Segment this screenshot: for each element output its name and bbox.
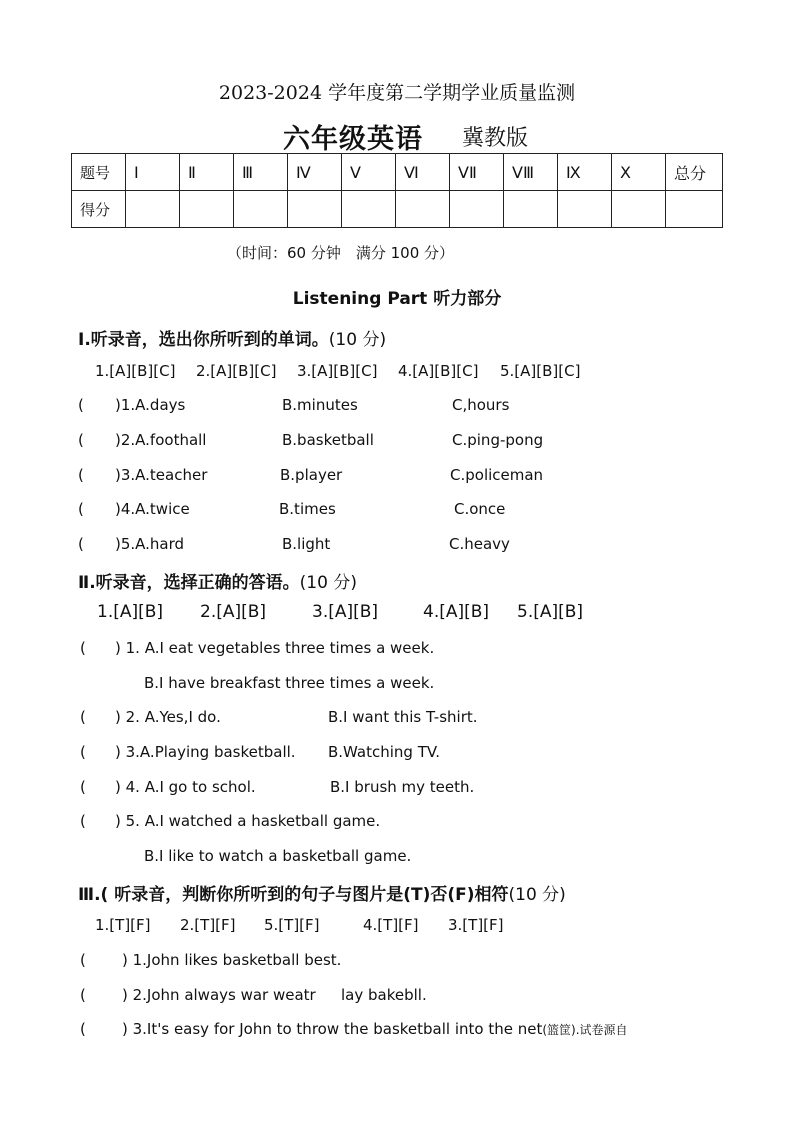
answer-paren[interactable]: ( [80, 743, 86, 761]
answer-bar-item[interactable]: 1.[T][F] [95, 916, 151, 934]
statement-tail: lay bakebll. [341, 986, 427, 1004]
answer-paren[interactable]: ( [80, 708, 86, 726]
score-input-cell[interactable] [558, 191, 612, 228]
answer-paren[interactable]: ( [78, 535, 84, 553]
question-option-a: ) 4. A.I go to schol. [115, 778, 256, 796]
answer-bar-item[interactable]: 3.[T][F] [448, 916, 504, 934]
section-title-text: I.听录音，选出你所听到的单词。 [78, 330, 329, 350]
answer-paren[interactable]: ( [78, 500, 84, 518]
answer-bar-item[interactable]: 3.[A][B] [312, 602, 379, 622]
exam-main-title: 六年级英语 [283, 124, 423, 155]
question-option-a: )2.A.foothall [115, 431, 207, 449]
score-cell: Ⅱ [180, 154, 234, 191]
score-table-score-row [72, 191, 723, 228]
question-option-a: )4.A.twice [115, 500, 190, 518]
answer-paren[interactable]: ( [78, 396, 84, 414]
question-option-a: ) 5. A.I watched a hasketball game. [115, 812, 381, 830]
score-cell: Ⅲ [234, 154, 288, 191]
answer-bar-item[interactable]: 1.[A][B] [97, 602, 164, 622]
section-title-text: Ⅲ.( 听录音，判断你所听到的句子与图片是(T)否(F)相符 [78, 885, 509, 905]
section-2-title [78, 568, 357, 593]
answer-bar-item[interactable]: 2.[A][B][C] [196, 362, 277, 380]
section-1-title [78, 325, 386, 350]
score-input-cell[interactable] [450, 191, 504, 228]
question-option-b: B.I have breakfast three times a week. [144, 674, 435, 692]
question-option-b: B.minutes [282, 396, 358, 414]
question-option-a: ) 1. A.I eat vegetables three times a week. [115, 639, 435, 657]
answer-bar-item[interactable]: 2.[A][B] [200, 602, 267, 622]
score-cell: Ⅹ [612, 154, 666, 191]
question-option-c: C,hours [452, 396, 510, 414]
question-option-a: )3.A.teacher [115, 466, 208, 484]
question-option-b: B.I brush my teeth. [330, 778, 475, 796]
answer-bar-item[interactable]: 2.[T][F] [180, 916, 236, 934]
answer-paren[interactable]: ( [80, 986, 86, 1004]
section-3-title [78, 880, 566, 905]
question-option-b: B.light [282, 535, 331, 553]
question-option-b: B.Watching TV. [328, 743, 440, 761]
answer-paren[interactable]: ( [80, 778, 86, 796]
question-option-c: C.heavy [449, 535, 510, 553]
question-option-b: B.I like to watch a basketball game. [144, 847, 412, 865]
answer-paren[interactable]: ( [80, 812, 86, 830]
score-cell: Ⅸ [558, 154, 612, 191]
question-option-b: B.basketball [282, 431, 374, 449]
score-table [71, 153, 723, 228]
question-option-a: ) 3.A.Playing basketball. [115, 743, 296, 761]
section-points: (10 分) [299, 573, 357, 593]
score-input-cell[interactable] [126, 191, 180, 228]
answer-bar-item[interactable]: 4.[A][B] [423, 602, 490, 622]
score-input-cell[interactable] [504, 191, 558, 228]
score-input-cell[interactable] [288, 191, 342, 228]
textbook-edition: 冀教版 [462, 126, 529, 151]
part-title: Listening Part 听力部分 [292, 289, 502, 309]
question-option-c: C.policeman [450, 466, 544, 484]
answer-paren[interactable]: ( [78, 466, 84, 484]
question-option-c: C.ping-pong [452, 431, 544, 449]
score-input-cell[interactable] [612, 191, 666, 228]
statement-text: ) 1.John likes basketball best. [122, 951, 342, 969]
answer-paren[interactable]: ( [80, 639, 86, 657]
answer-bar-item[interactable]: 5.[A][B] [517, 602, 584, 622]
score-cell: I [126, 154, 180, 191]
statement-note: (篮筐).试卷源自 [542, 1023, 628, 1037]
score-cell: 总分 [666, 154, 723, 191]
answer-bar-item[interactable]: 5.[A][B][C] [500, 362, 581, 380]
question-option-a: )5.A.hard [115, 535, 185, 553]
section-points: (10 分) [328, 330, 387, 350]
statement-main: ) 3.It's easy for John to throw the basketball into the net [122, 1020, 543, 1038]
answer-paren[interactable]: ( [80, 951, 86, 969]
score-input-cell[interactable] [180, 191, 234, 228]
score-cell: 题号 [72, 154, 126, 191]
section-points: (10 分) [508, 885, 566, 905]
score-cell: ⅤⅢ [504, 154, 558, 191]
answer-bar-item[interactable]: 5.[T][F] [264, 916, 320, 934]
question-option-b: B.times [279, 500, 336, 518]
question-option-c: C.once [454, 500, 506, 518]
score-cell: Ⅳ [288, 154, 342, 191]
answer-bar-item[interactable]: 3.[A][B][C] [297, 362, 378, 380]
question-option-b: B.player [280, 466, 343, 484]
answer-bar-item[interactable]: 1.[A][B][C] [95, 362, 176, 380]
score-input-cell[interactable] [342, 191, 396, 228]
score-input-cell[interactable] [666, 191, 723, 228]
answer-bar-item[interactable]: 4.[T][F] [363, 916, 419, 934]
exam-year-title: 2023-2024 学年度第二学期学业质量监测 [218, 82, 576, 104]
statement-text [122, 1020, 628, 1038]
question-option-a: )1.A.days [115, 396, 186, 414]
score-cell: ⅤⅡ [450, 154, 504, 191]
section-title-text: Ⅱ.听录音，选择正确的答语。 [78, 573, 300, 593]
score-cell: 得分 [72, 191, 126, 228]
answer-paren[interactable]: ( [78, 431, 84, 449]
answer-bar-item[interactable]: 4.[A][B][C] [398, 362, 479, 380]
answer-paren[interactable]: ( [80, 1020, 86, 1038]
question-option-b: B.I want this T-shirt. [328, 708, 478, 726]
score-cell: Ⅴ [342, 154, 396, 191]
time-note: （时间：60 分钟 满分 100 分） [227, 244, 455, 262]
score-input-cell[interactable] [396, 191, 450, 228]
statement-text: ) 2.John always war weatr [122, 986, 316, 1004]
score-cell: Ⅵ [396, 154, 450, 191]
question-option-a: ) 2. A.Yes,I do. [115, 708, 221, 726]
score-table-header-row [72, 154, 723, 191]
score-input-cell[interactable] [234, 191, 288, 228]
